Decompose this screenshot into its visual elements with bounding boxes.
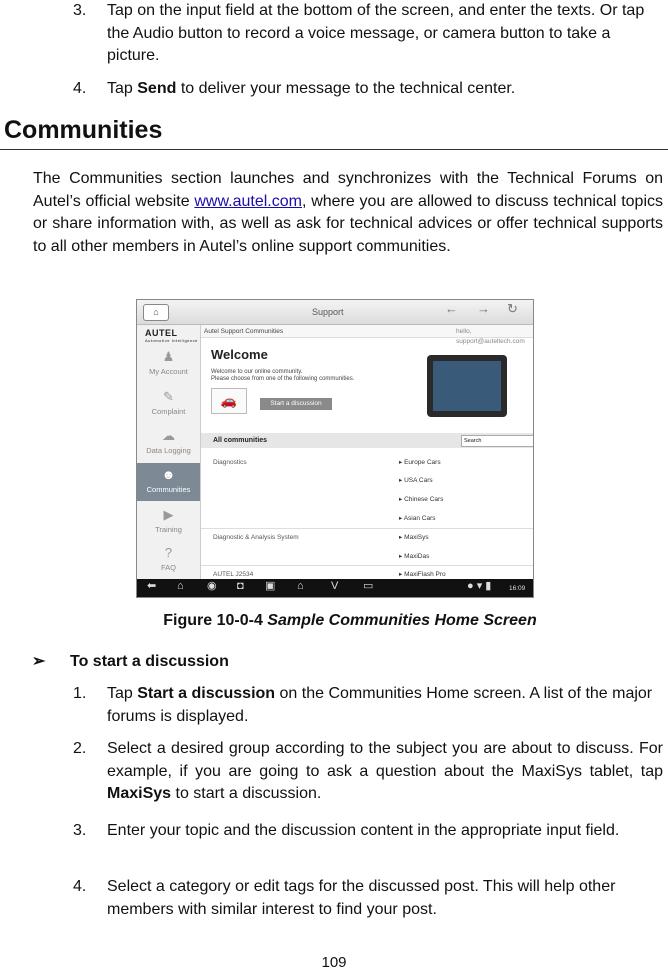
- category-diagnostics[interactable]: Diagnostics: [213, 459, 247, 466]
- camera-icon[interactable]: ◘: [237, 580, 244, 592]
- welcome-text: Welcome to our online community. Please choose from one of the following communities.: [211, 369, 355, 382]
- step-text: Tap on the input field at the bottom of the screen, and enter the texts. Or tap the Audio button to record a voice message, or camera button to take a picture.: [107, 2, 645, 64]
- step-text: Select a category or edit tags for the discussed post. This will help other members with similar interest to find your post.: [107, 878, 616, 918]
- community-asian-cars[interactable]: ▸ Asian Cars: [399, 515, 436, 522]
- home-button[interactable]: ⌂: [143, 304, 169, 321]
- header-user[interactable]: hello, support@auteltech.com: [456, 328, 525, 345]
- send-label: Send: [137, 80, 177, 97]
- training-icon: ▶: [163, 507, 174, 522]
- subheading-text: To start a discussion: [70, 653, 229, 670]
- step-number: 1.: [73, 685, 87, 702]
- welcome-heading: Welcome: [211, 347, 268, 362]
- home-icon[interactable]: ⌂: [177, 580, 184, 592]
- maxisys-label: MaxiSys: [107, 785, 172, 802]
- android-nav-bar: [137, 579, 533, 597]
- person-icon: ♟: [162, 349, 175, 364]
- vci-icon[interactable]: V: [331, 580, 339, 592]
- sidebar-item-complaint[interactable]: [137, 385, 200, 423]
- chrome-icon[interactable]: ◉: [207, 580, 217, 592]
- autel-website-link[interactable]: www.autel.com: [194, 192, 302, 210]
- step-4: [73, 876, 663, 921]
- step-1: 1. Tap Start a discussion on the Communities Home screen. A list of the major forums is displayed.: [73, 685, 653, 725]
- step-3-top: [73, 0, 663, 68]
- sidebar-item-label: My Account: [149, 367, 188, 376]
- divider: [201, 528, 533, 529]
- intro-after-link: , where you are allowed to discuss technical topics or share information with, as well as ask for technical advices or offer technical supports to all other members in Autel’s online support communities.: [33, 192, 663, 255]
- community-usa-cars[interactable]: ▸ USA Cars: [399, 477, 433, 484]
- step-number: 4.: [73, 878, 87, 895]
- sidebar-item-label: Complaint: [151, 407, 186, 416]
- sidebar-item-label: FAQ: [160, 563, 176, 572]
- step-number: 2.: [73, 740, 87, 757]
- sidebar-item-faq[interactable]: [137, 541, 200, 579]
- top-bar: [137, 300, 533, 325]
- sidebar-item-label: Training: [155, 525, 182, 534]
- community-maxiflash-pro[interactable]: ▸ MaxiFlash Pro: [399, 571, 446, 578]
- subheading: [32, 651, 229, 674]
- intro-before-link: The Communities section launches and synchronizes with the Technical Forums on Autel’s official website: [33, 170, 663, 210]
- autel-logo: AUTEL Automotive Intelligence: [145, 328, 198, 343]
- sidebar-item-my-account[interactable]: [137, 345, 200, 383]
- sidebar-item-label: Data Logging: [146, 446, 191, 455]
- clock: 16:09: [509, 585, 526, 592]
- category-diagnostic-analysis[interactable]: Diagnostic & Analysis System: [213, 534, 299, 541]
- status-icons: ● ▾ ▮: [467, 580, 492, 592]
- window-icon[interactable]: ▣: [265, 580, 276, 592]
- content-header: [201, 325, 533, 345]
- sidebar-item-label: Communities: [146, 485, 191, 494]
- section-divider: [0, 149, 668, 150]
- vehicle-icon[interactable]: ⌂: [297, 580, 304, 592]
- step-text: Enter your topic and the discussion content in the appropriate input field.: [107, 822, 620, 839]
- logo-subtitle: Automotive Intelligence: [145, 338, 198, 343]
- intro-paragraph: [33, 168, 663, 258]
- step-4-top: [73, 78, 663, 101]
- communities-icon: ☻: [161, 467, 176, 482]
- sidebar: [137, 325, 201, 579]
- start-discussion-label: Start a discussion: [137, 685, 276, 702]
- step-2: 2. Select a desired group according to the subject you are about to discuss. For example, if you are going to ask a question about the MaxiSys tablet, tap MaxiSys to start a discussion.: [73, 740, 663, 802]
- all-communities-label: All communities: [213, 437, 268, 444]
- section-title: Communities: [4, 116, 163, 144]
- header-title: Autel Support Communities: [204, 328, 284, 335]
- caption-italic: Sample Communities Home Screen: [267, 612, 537, 629]
- community-chinese-cars[interactable]: ▸ Chinese Cars: [399, 496, 444, 503]
- arrow-bullet-icon: ➢: [32, 653, 46, 670]
- divider: [201, 565, 533, 566]
- search-input[interactable]: Search: [461, 435, 534, 447]
- step-text-post: to deliver your message to the technical center.: [176, 80, 516, 97]
- start-discussion-button[interactable]: Start a discussion: [260, 398, 332, 410]
- complaint-icon: ✎: [163, 389, 174, 404]
- community-maxisys[interactable]: ▸ MaxiSys: [399, 534, 429, 541]
- faq-icon: ?: [164, 545, 173, 560]
- car-icon[interactable]: ▭: [363, 580, 374, 592]
- communities-screenshot: [136, 299, 534, 598]
- figure-caption: Figure 10-0-4 Sample Communities Home Screen: [163, 612, 537, 629]
- step-number: 3.: [73, 822, 87, 839]
- step-number: 4.: [73, 80, 87, 97]
- refresh-icon[interactable]: ↻: [507, 301, 518, 316]
- community-europe-cars[interactable]: ▸ Europe Cars: [399, 459, 441, 466]
- car-image: 🚗: [211, 388, 247, 414]
- tablet-image: [427, 355, 507, 417]
- step-3: [73, 820, 663, 843]
- category-autel-j2534[interactable]: AUTEL J2534: [213, 571, 254, 578]
- page-number: 109: [321, 954, 347, 971]
- sidebar-item-training[interactable]: [137, 503, 200, 541]
- step-number: 3.: [73, 2, 87, 19]
- window-title: Support: [312, 307, 344, 317]
- back-arrow-icon[interactable]: ←: [445, 301, 458, 316]
- back-icon[interactable]: ⬅: [147, 580, 157, 592]
- forward-arrow-icon[interactable]: →: [477, 301, 490, 316]
- all-communities-bar: [201, 433, 533, 448]
- sidebar-item-data-logging[interactable]: [137, 424, 200, 462]
- data-logging-icon: ☁: [162, 428, 175, 443]
- sidebar-item-communities[interactable]: [137, 463, 200, 501]
- community-maxidas[interactable]: ▸ MaxiDas: [399, 553, 430, 560]
- step-text-pre: Tap: [107, 80, 138, 97]
